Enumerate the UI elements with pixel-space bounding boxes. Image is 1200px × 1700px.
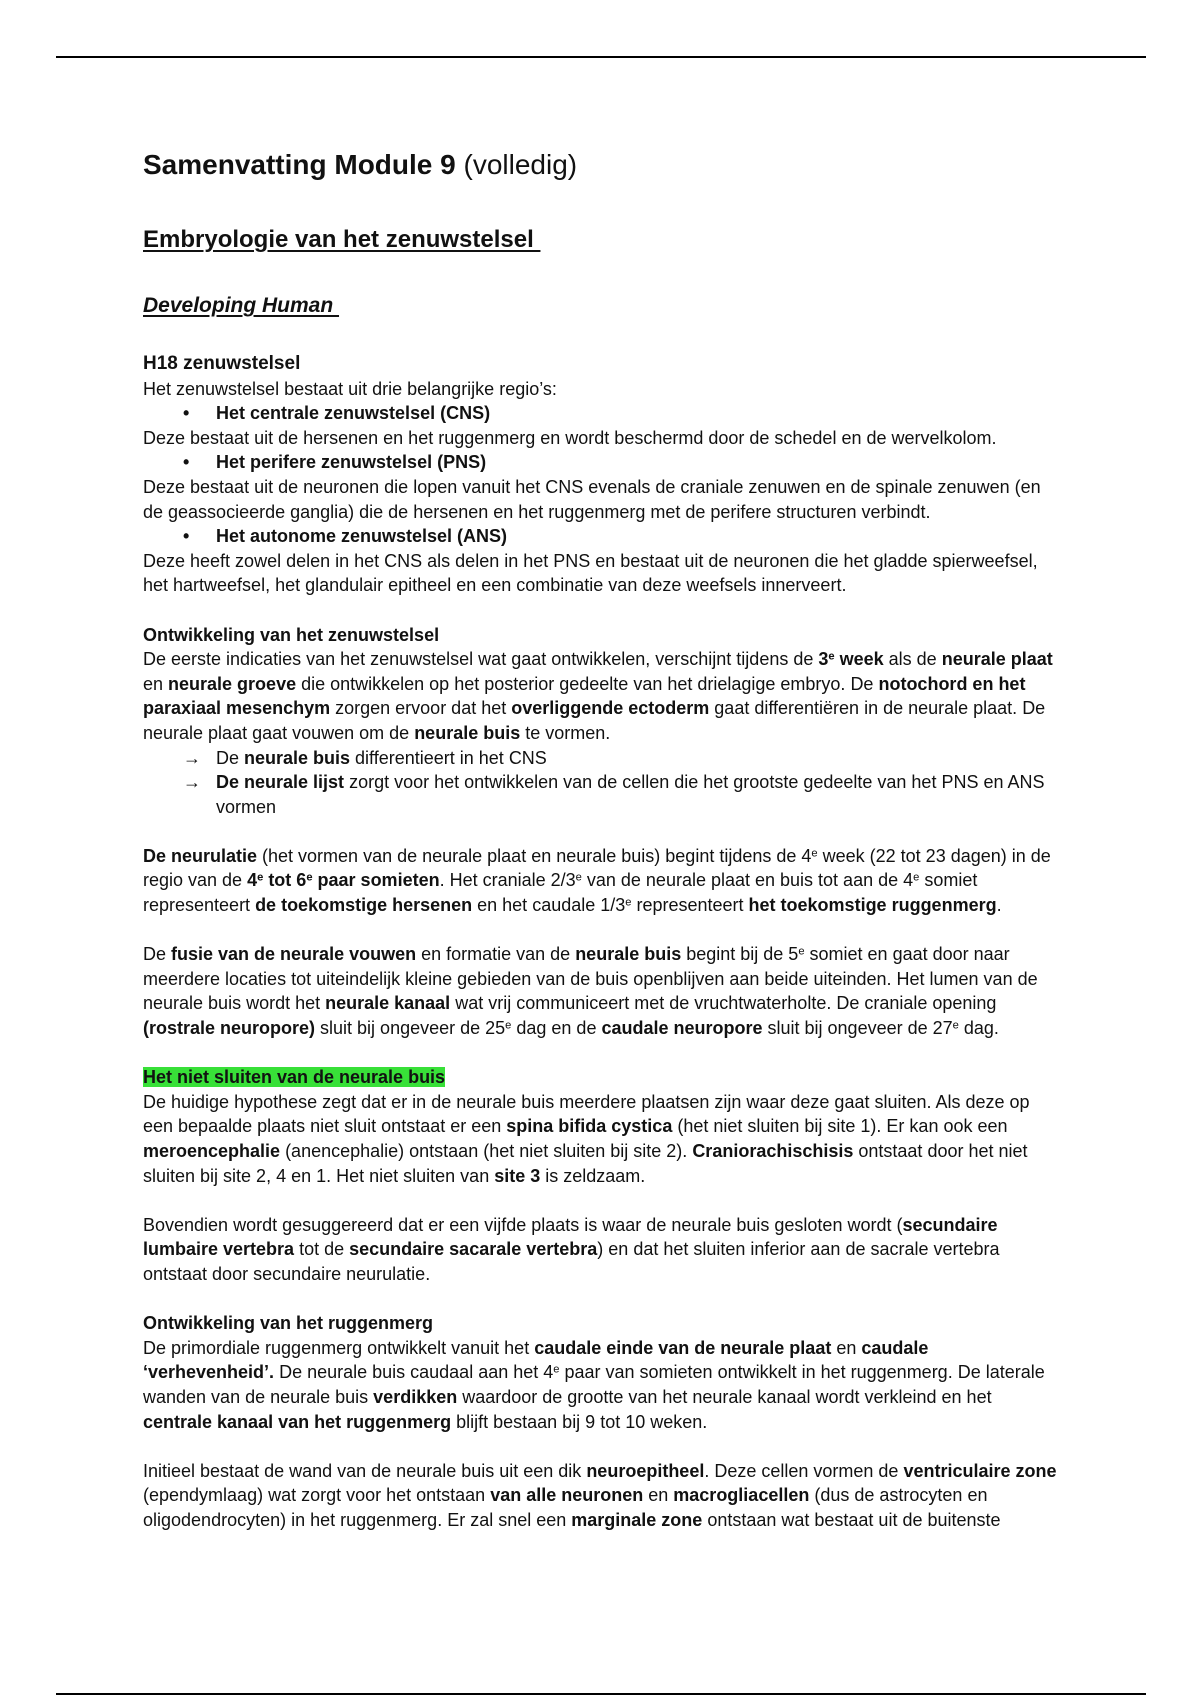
bold-text: notochord en het paraxiaal mesenchym xyxy=(143,673,1026,719)
document-title-suffix: (volledig) xyxy=(455,149,578,180)
text-run: De eerste indicaties van het zenuwstelsel wat gaat ontwikkelen, verschijnt tijdens de xyxy=(143,649,819,670)
bullet-marker: • xyxy=(183,526,190,547)
paragraph-bovendien xyxy=(143,1213,1063,1287)
bullet-item-ans xyxy=(143,524,1063,549)
bold-text: ventriculaire zone xyxy=(903,1460,1057,1481)
text-run: te vormen. xyxy=(520,722,611,743)
text-run: wat vrij communiceert met de vruchtwaterholte. De craniale opening xyxy=(450,993,997,1014)
text-run: waardoor de grootte van het neurale kanaal wordt verkleind en het xyxy=(457,1386,992,1407)
bold-text: overliggende ectoderm xyxy=(511,698,710,719)
bold-text: week xyxy=(834,649,884,670)
arrow-item-text xyxy=(216,746,1063,771)
superscript-text: e xyxy=(505,1019,512,1032)
text-run: (anencephalie) ontstaan (het niet sluiten bij site 2). xyxy=(280,1141,693,1161)
section-initieel xyxy=(143,1459,1063,1533)
superscript-text: e xyxy=(306,871,313,884)
bold-text: neuroepitheel xyxy=(586,1460,705,1481)
bold-text: neurale buis xyxy=(244,747,351,768)
text-run: en het caudale 1/3 xyxy=(472,895,626,916)
section-fusie xyxy=(143,942,1063,1040)
section-neurulatie xyxy=(143,844,1063,918)
bold-text: Craniorachischisis xyxy=(692,1141,854,1161)
text-run: ontstaat door het niet sluiten bij site 2, 4 en 1. Het niet sluiten van xyxy=(143,1141,1028,1186)
bold-text: neurale plaat xyxy=(941,649,1053,670)
bold-text: site 3 xyxy=(494,1165,541,1186)
bullet-marker: • xyxy=(183,403,190,424)
superscript-text: e xyxy=(257,871,264,884)
text-run: paar van somieten ontwikkelt in het ruggenmerg. De laterale wanden van de neurale buis xyxy=(143,1362,1045,1407)
text-run: zorgen ervoor dat het xyxy=(330,698,512,719)
arrow-item-neurale-buis xyxy=(143,746,1063,771)
text-run: sluit bij ongeveer de 25 xyxy=(315,1018,506,1039)
superscript-text: e xyxy=(952,1019,959,1032)
bold-text: neurale kanaal xyxy=(325,993,451,1014)
section-h18-zenuwstelsel xyxy=(143,352,1063,598)
text-run: en xyxy=(143,673,169,694)
text-run: week (22 tot 23 dagen) in de regio van de xyxy=(143,845,1051,891)
arrow-marker: → xyxy=(183,772,201,793)
superscript-text: e xyxy=(798,945,805,958)
source-subheading xyxy=(143,292,339,320)
bullet-item-cns xyxy=(143,401,1063,426)
text-run: De neurale buis caudaal aan het 4 xyxy=(274,1362,554,1383)
bold-text: van alle neuronen xyxy=(490,1485,644,1506)
text-run: De xyxy=(216,747,245,768)
text-run: begint bij de 5 xyxy=(681,944,799,965)
text-run: . Deze cellen vormen de xyxy=(704,1460,904,1481)
bold-text: (rostrale neuropore) xyxy=(143,1018,316,1039)
bullet-marker: • xyxy=(183,452,190,473)
section-ontwikkeling-zenuwstelsel xyxy=(143,623,1063,820)
intro-paragraph: Het zenuwstelsel bestaat uit drie belangrijke regio’s: xyxy=(143,378,557,399)
text-run: sluit bij ongeveer de 27 xyxy=(762,1018,953,1039)
bold-text: marginale zone xyxy=(571,1509,703,1530)
text-run: gaat differentiëren in de neurale plaat. De neurale plaat gaat vouwen om de xyxy=(143,698,1046,743)
region-description: Deze heeft zowel delen in het CNS als delen in het PNS en bestaat uit de neuronen die het gladde spierweefsel, het hartweefsel, het glandulair epitheel en een combinatie van deze weefsels innerveert. xyxy=(143,550,1038,596)
bullet-item-pns xyxy=(143,450,1063,475)
arrow-marker: → xyxy=(183,747,201,768)
text-run: Initieel bestaat de wand van de neurale buis uit een dik xyxy=(143,1460,587,1481)
bold-text: De neurulatie xyxy=(143,845,258,866)
section-ontwikkeling-ruggenmerg xyxy=(143,1311,1063,1434)
paragraph-fusie xyxy=(143,942,1063,1040)
bold-text: 4 xyxy=(247,870,258,891)
bold-text: neurale buis xyxy=(414,722,521,743)
source-subheading-text: Developing Human xyxy=(143,294,340,317)
bold-text: neurale groeve xyxy=(168,673,297,694)
text-run: De xyxy=(143,944,172,965)
bold-text: fusie van de neurale vouwen xyxy=(171,944,417,965)
region-description: Deze bestaat uit de neuronen die lopen vanuit het CNS evenals de craniale zenuwen en de spinale zenuwen (en de geassocieerde ganglia) die de hersenen en het ruggenmerg met de perifere structuren verbindt. xyxy=(143,476,1041,522)
bold-text: spina bifida cystica xyxy=(506,1116,673,1137)
text-run: . Het craniale 2/3 xyxy=(439,870,576,891)
bullet-label: Het centrale zenuwstelsel (CNS) xyxy=(216,403,491,424)
bold-text: De neurale lijst xyxy=(216,772,345,793)
region-description: Deze bestaat uit de hersenen en het ruggenmerg en wordt beschermd door de schedel en de wervelkolom. xyxy=(143,427,997,448)
chapter-heading xyxy=(143,224,540,256)
text-run: van de neurale plaat en buis tot aan de 4 xyxy=(581,870,914,891)
text-run: zorgt voor het ontwikkelen van de cellen die het grootste gedeelte van het PNS en ANS vormen xyxy=(216,772,1045,817)
bold-text: tot 6 xyxy=(263,870,307,891)
bold-text: centrale kanaal van het ruggenmerg xyxy=(143,1411,452,1432)
text-run: Bovendien wordt gesuggereerd dat er een vijfde plaats is waar de neurale buis gesloten wordt ( xyxy=(143,1214,903,1235)
bold-text: verdikken xyxy=(373,1386,458,1407)
arrow-item-neurale-lijst xyxy=(143,770,1063,819)
text-run: dag. xyxy=(958,1018,999,1039)
chapter-heading-text: Embryologie van het zenuwstelsel xyxy=(143,226,541,253)
section-niet-sluiten xyxy=(143,1065,1063,1188)
paragraph-neurulatie xyxy=(143,844,1063,918)
bold-text: het toekomstige ruggenmerg xyxy=(748,895,997,916)
bold-text: meroencephalie xyxy=(143,1141,281,1161)
text-run: (het niet sluiten bij site 1). Er kan ook een xyxy=(672,1116,1008,1137)
text-run: dag en de xyxy=(511,1018,602,1039)
text-run: ontstaan wat bestaat uit de buitenste xyxy=(702,1509,1001,1530)
highlight-marker: Het niet sluiten van de neurale buis xyxy=(143,1067,446,1088)
section-heading: Ontwikkeling van het ruggenmerg xyxy=(143,1313,434,1334)
section-heading: Ontwikkeling van het zenuwstelsel xyxy=(143,624,440,645)
bold-text: secundaire lumbaire vertebra xyxy=(143,1214,998,1260)
document-title xyxy=(143,148,577,182)
text-run: blijft bestaan bij 9 tot 10 weken. xyxy=(451,1411,708,1432)
text-run: als de xyxy=(883,649,942,670)
paragraph-primordiale-ruggenmerg xyxy=(143,1336,1063,1434)
bold-text: caudale einde van de neurale plaat xyxy=(534,1337,832,1358)
text-run: representeert xyxy=(631,895,749,916)
text-run: tot de xyxy=(294,1239,350,1260)
paragraph-hypothese xyxy=(143,1090,1063,1188)
bullet-label: Het perifere zenuwstelsel (PNS) xyxy=(216,452,487,473)
bold-text: neurale buis xyxy=(575,944,682,965)
text-run: (het vormen van de neurale plaat en neurale buis) begint tijdens de 4 xyxy=(257,845,812,866)
bold-text: de toekomstige hersenen xyxy=(255,895,473,916)
bold-text: paar somieten xyxy=(312,870,440,891)
bold-text: 3 xyxy=(818,649,829,670)
document-body xyxy=(143,352,1063,1533)
text-run: die ontwikkelen op het posterior gedeelte van het drielagige embryo. De xyxy=(296,673,879,694)
bold-text: caudale ‘verhevenheid’. xyxy=(143,1337,929,1383)
highlighted-heading xyxy=(143,1065,1063,1090)
text-run: en xyxy=(831,1337,862,1358)
footer-rule xyxy=(56,1693,1146,1695)
text-run: De primordiale ruggenmerg ontwikkelt vanuit het xyxy=(143,1337,535,1358)
bold-text: secundaire sacarale vertebra xyxy=(349,1239,598,1260)
paragraph-initieel xyxy=(143,1459,1063,1533)
text-run: ) en dat het sluiten inferior aan de sacrale vertebra ontstaat door secundaire neurulatie. xyxy=(143,1239,1000,1284)
text-run: . xyxy=(996,895,1002,916)
text-run: somiet representeert xyxy=(143,870,978,916)
arrow-item-text xyxy=(216,770,1063,819)
text-run: (ependymlaag) wat zorgt voor het ontstaan xyxy=(143,1485,491,1506)
bullet-label: Het autonome zenuwstelsel (ANS) xyxy=(216,526,508,547)
text-run: is zeldzaam. xyxy=(540,1165,646,1186)
superscript-text: e xyxy=(828,650,835,663)
section-heading: H18 zenuwstelsel xyxy=(143,353,301,374)
text-run: De huidige hypothese zegt dat er in de neurale buis meerdere plaatsen zijn waar deze gaat sluiten. Als deze op een bepaalde plaats niet sluit ontstaat er een xyxy=(143,1091,1030,1137)
superscript-text: e xyxy=(913,871,920,884)
superscript-text: e xyxy=(625,896,632,909)
bold-text: macrogliacellen xyxy=(673,1485,810,1506)
text-run: somiet en gaat door naar meerdere locaties tot uiteindelijk kleine gebieden van de buis openblijven aan beide uiteinden. Het lumen van de neurale buis wordt het xyxy=(143,944,1038,1014)
text-run: en formatie van de xyxy=(416,944,576,965)
text-run: (dus de astrocyten en oligodendrocyten) in het ruggenmerg. Er zal snel een xyxy=(143,1485,988,1530)
document-title-main: Samenvatting Module 9 xyxy=(143,149,456,180)
superscript-text: e xyxy=(575,871,582,884)
header-rule xyxy=(56,56,1146,58)
bold-text: caudale neuropore xyxy=(601,1018,763,1039)
paragraph-eerste-indicaties xyxy=(143,647,1063,745)
text-run: differentieert in het CNS xyxy=(350,747,547,768)
text-run: en xyxy=(643,1485,674,1506)
section-bovendien xyxy=(143,1213,1063,1287)
superscript-text: e xyxy=(811,847,818,860)
superscript-text: e xyxy=(553,1363,560,1376)
